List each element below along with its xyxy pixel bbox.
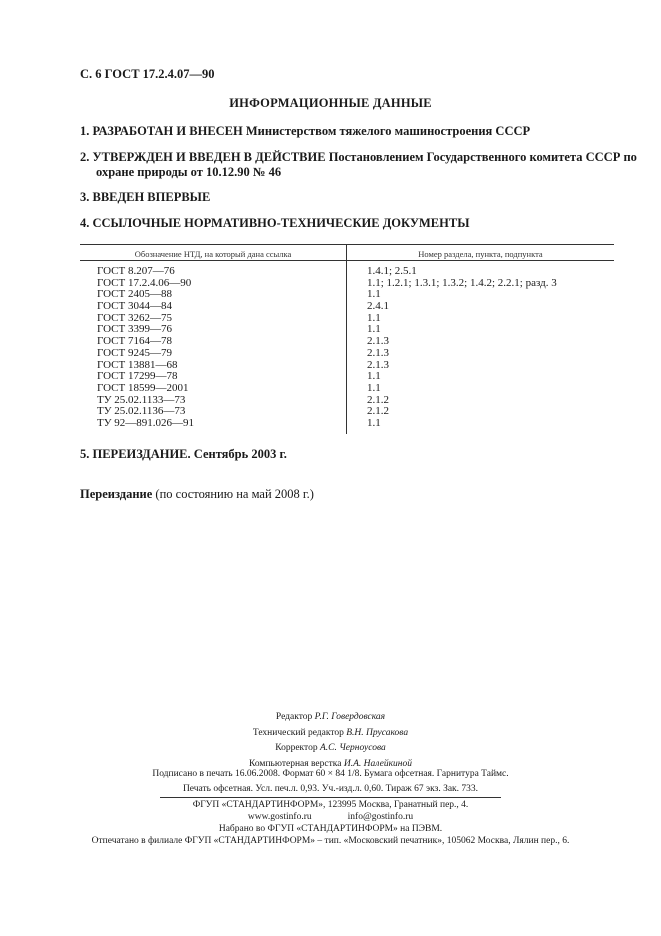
table-cell-document: ГОСТ 17.2.4.06—90 bbox=[97, 276, 192, 289]
credits-block bbox=[0, 710, 661, 772]
publisher-email: info@gostinfo.ru bbox=[347, 812, 414, 822]
section-2-text-continued: охране природы от 10.12.90 № 46 bbox=[96, 165, 282, 179]
table-cell-document: ГОСТ 13881—68 bbox=[97, 358, 178, 371]
section-caption: УТВЕРЖДЕН И ВВЕДЕН В ДЕЙСТВИЕ bbox=[92, 150, 326, 164]
table-column-clauses bbox=[367, 266, 557, 430]
table-cell-document: ТУ 25.02.1133—73 bbox=[97, 393, 186, 406]
section-5 bbox=[80, 447, 287, 462]
section-number: 1. bbox=[80, 124, 90, 138]
credit-person: А.С. Черноусова bbox=[319, 743, 386, 753]
credit-person: Р.Г. Говердовская bbox=[314, 712, 386, 722]
table-header-document: Обозначение НТД, на который дана ссылка bbox=[134, 249, 292, 259]
table-cell-clause: 2.1.2 bbox=[367, 393, 389, 406]
section-number: 3. bbox=[80, 190, 90, 204]
table-top-rule bbox=[80, 244, 614, 245]
table-cell-document: ГОСТ 17299—78 bbox=[97, 370, 178, 383]
section-3 bbox=[80, 190, 210, 205]
imprint-rule bbox=[160, 797, 501, 798]
table-cell-document: ГОСТ 3399—76 bbox=[97, 323, 172, 336]
reissue-label: Переиздание bbox=[80, 487, 153, 501]
section-text: Министерством тяжелого машиностроения СССР bbox=[245, 124, 531, 138]
table-cell-clause: 1.1; 1.2.1; 1.3.1; 1.3.2; 1.4.2; 2.2.1; разд. 3 bbox=[367, 276, 557, 289]
table-cell-clause: 1.1 bbox=[367, 381, 381, 394]
section-1 bbox=[80, 124, 530, 139]
reissue-note bbox=[80, 487, 314, 502]
table-cell-document: ГОСТ 3262—75 bbox=[97, 311, 172, 324]
credit-person: И.А. Налейкиной bbox=[343, 758, 412, 769]
print-info-line: Печать офсетная. Усл. печ.л. 0,93. Уч.-изд.л. 0,60. Тираж 67 экз. Зак. 733. bbox=[182, 784, 479, 794]
table-cell-document: ГОСТ 18599—2001 bbox=[97, 381, 189, 394]
table-cell-document: ТУ 25.02.1136—73 bbox=[97, 405, 186, 418]
credit-role: Компьютерная верстка bbox=[249, 758, 342, 769]
section-text: Постановлением Государственного комитета СССР по bbox=[328, 150, 637, 164]
publisher-contacts bbox=[0, 811, 661, 823]
table-cell-clause: 2.1.2 bbox=[367, 405, 389, 418]
credit-role: Корректор bbox=[275, 743, 318, 753]
print-info-line: Подписано в печать 16.06.2008. Формат 60 × 84 1/8. Бумага офсетная. Гарнитура Таймс. bbox=[152, 769, 509, 779]
publisher-address: ФГУП «СТАНДАРТИНФОРМ», 123995 Москва, Гранатный пер., 4. bbox=[192, 800, 469, 810]
publisher-website: www.gostinfo.ru bbox=[247, 812, 312, 822]
typesetting-note: Набрано во ФГУП «СТАНДАРТИНФОРМ» на ПЭВМ. bbox=[218, 824, 443, 834]
table-cell-clause: 1.1 bbox=[367, 311, 381, 324]
section-caption: ПЕРЕИЗДАНИЕ. bbox=[92, 447, 191, 461]
section-2 bbox=[80, 150, 637, 165]
table-header-clause: Номер раздела, пункта, подпункта bbox=[418, 249, 543, 259]
section-number: 5. bbox=[80, 447, 90, 461]
publisher-info bbox=[0, 799, 661, 847]
table-column-divider bbox=[346, 244, 347, 434]
section-number: 2. bbox=[80, 150, 90, 164]
table-cell-document: ГОСТ 8.207—76 bbox=[97, 265, 175, 277]
reissue-text: (по состоянию на май 2008 г.) bbox=[155, 487, 314, 501]
table-cell-document: ГОСТ 7164—78 bbox=[97, 335, 172, 348]
table-cell-clause: 1.4.1; 2.5.1 bbox=[367, 265, 417, 277]
section-caption: ВВЕДЕН ВПЕРВЫЕ bbox=[92, 190, 211, 204]
credit-line bbox=[0, 726, 661, 742]
printing-note: Отпечатано в филиале ФГУП «СТАНДАРТИНФОРМ» – тип. «Московский печатник», 105062 Москва, Лялин пер., 6. bbox=[91, 836, 570, 846]
table-cell-document: ГОСТ 9245—79 bbox=[97, 346, 172, 359]
page-header: С. 6 ГОСТ 17.2.4.07—90 bbox=[80, 67, 215, 81]
credit-line bbox=[0, 710, 661, 726]
section-caption: РАЗРАБОТАН И ВНЕСЕН bbox=[92, 124, 243, 138]
table-cell-document: ТУ 92—891.026—91 bbox=[97, 416, 195, 429]
table-cell-clause: 1.1 bbox=[367, 323, 381, 336]
credit-line bbox=[0, 741, 661, 757]
table-cell-clause: 2.1.3 bbox=[367, 358, 389, 371]
credit-role: Редактор bbox=[275, 712, 313, 722]
table-cell-clause: 1.1 bbox=[367, 370, 381, 383]
document-title: ИНФОРМАЦИОННЫЕ ДАННЫЕ bbox=[229, 96, 432, 110]
credit-person: В.Н. Прусакова bbox=[346, 727, 409, 738]
section-4 bbox=[80, 216, 469, 231]
section-caption: ССЫЛОЧНЫЕ НОРМАТИВНО-ТЕХНИЧЕСКИЕ ДОКУМЕНТЫ bbox=[92, 216, 470, 230]
table-cell-clause: 2.1.3 bbox=[367, 346, 389, 359]
section-number: 4. bbox=[80, 216, 90, 230]
print-info bbox=[0, 767, 661, 797]
table-cell-clause: 2.1.3 bbox=[367, 335, 389, 348]
table-column-documents bbox=[97, 266, 194, 430]
table-cell-document: ГОСТ 3044—84 bbox=[97, 300, 172, 313]
section-text: Сентябрь 2003 г. bbox=[193, 447, 287, 461]
table-cell-document: ГОСТ 2405—88 bbox=[97, 288, 172, 301]
table-header-rule bbox=[80, 260, 614, 261]
table-cell-clause: 1.1 bbox=[367, 288, 381, 301]
table-cell-clause: 2.4.1 bbox=[367, 300, 389, 313]
table-cell-clause: 1.1 bbox=[367, 416, 381, 429]
credit-role: Технический редактор bbox=[252, 727, 344, 738]
